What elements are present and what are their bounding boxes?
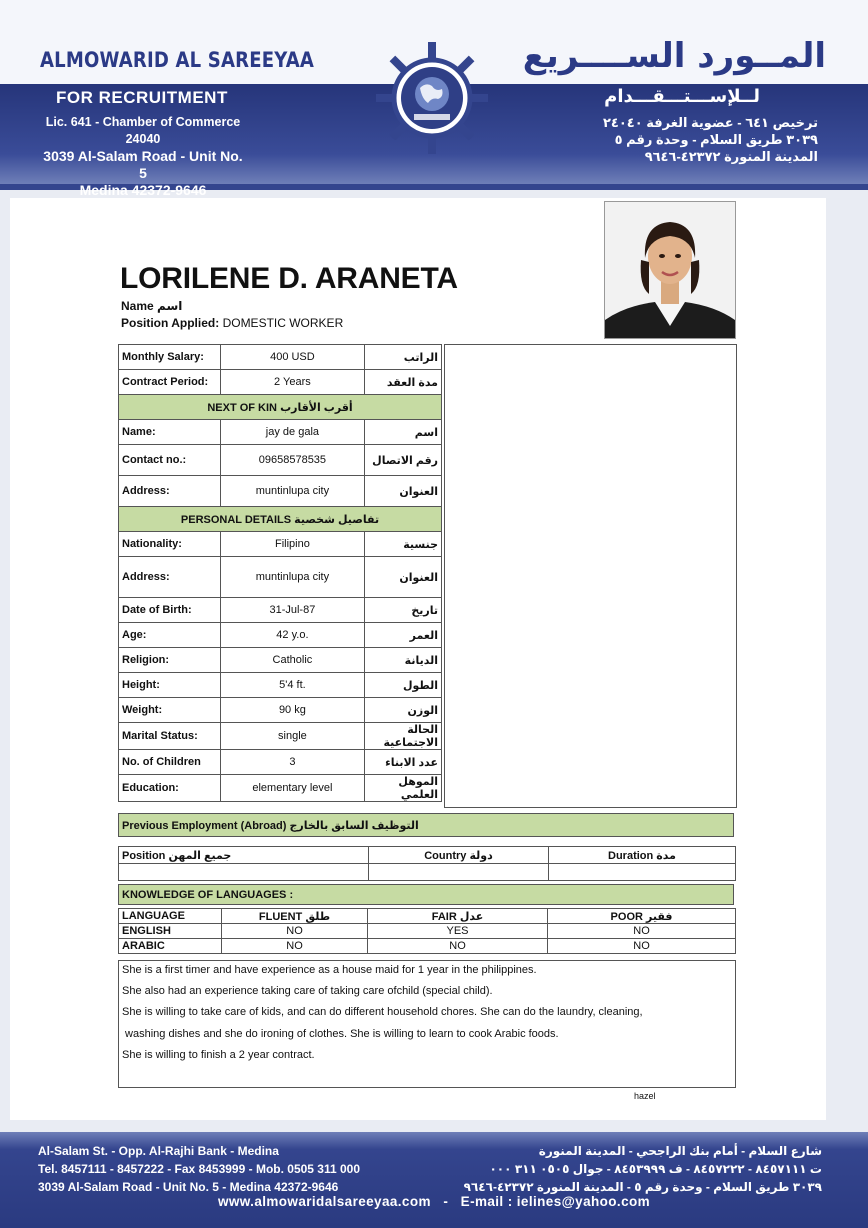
marital-status-label: Marital Status: [119,723,221,750]
kin-address-label-ar: العنوان [365,476,442,507]
company-address-en [40,114,246,199]
empty-cell [119,864,369,881]
side-panel [444,344,737,808]
previous-employment-header: Previous Employment (Abroad) التوظيف السابق بالخارج [118,813,734,837]
weight-label-ar: الوزن [365,698,442,723]
company-name-ar: المــورد الســــريع [522,36,826,76]
footer-street-ar: شارع السلام - أمام بنك الراجحي - المدينة المنورة [538,1144,822,1158]
contract-period-label-ar: مدة العقد [365,370,442,395]
position-value: DOMESTIC WORKER [222,316,344,330]
marital-status-value: single [220,723,364,750]
remark-line: washing dishes and she do ironing of clothes. She is willing to learn to cook Arabic foods. [122,1027,559,1040]
education-value: elementary level [220,775,364,802]
fluent-value: NO [222,924,368,939]
footer-road-ar: ٣٠٣٩ طريق السلام - وحدة رقم ٥ - المدينة المنورة ٤٢٣٧٢-٩٦٤٦ [463,1180,822,1194]
nationality-value: Filipino [220,532,364,557]
personal-address-label: Address: [119,557,221,598]
road-line: 3039 Al-Salam Road - Unit No. 5 [43,148,243,181]
city-line-ar: المدينة المنورة ٤٢٣٧٢-٩٦٤٦ [644,149,818,164]
company-logo-icon [376,42,488,154]
children-label: No. of Children [119,750,221,775]
languages-header: KNOWLEDGE OF LANGUAGES : [118,884,734,905]
footer-address-en [38,1142,360,1196]
language-name: ENGLISH [119,924,222,939]
kin-contact-value: 09658578535 [220,445,364,476]
section-header-row [119,507,442,532]
nationality-label: Nationality: [119,532,221,557]
remark-line: She is a first timer and have experience as a house maid for 1 year in the philippines. [122,964,537,976]
position-label: Position Applied: [121,316,220,330]
remarks-box [118,960,736,1088]
city-line: Medina 42372-9646 [79,182,207,198]
language-column-header: LANGUAGE [119,909,222,924]
name-label-ar: اسم [157,299,183,313]
license-line-ar: ترخيص ٦٤١ - عضوية الغرفة ٢٤٠٤٠ [602,115,818,130]
table-row [119,345,442,370]
name-label [121,299,182,313]
height-value: 5'4 ft. [220,673,364,698]
dob-label: Date of Birth: [119,598,221,623]
fluent-column-header: FLUENT طلق [222,909,368,924]
weight-label: Weight: [119,698,221,723]
personal-address-value: muntinlupa city [220,557,364,598]
company-subtitle-en: FOR RECRUITMENT [56,88,228,107]
footer-phones-ar: ت ٨٤٥٧١١١ - ٨٤٥٧٢٢٢ - ف ٨٤٥٣٩٩٩ - جوال ٠٥٠٥ ٣١١ ٠٠٠ [489,1162,822,1176]
table-row [119,723,442,750]
footer-web-email: www.almowaridalsareeyaa.com - E-mail : ielines@yahoo.com [217,1194,651,1209]
poor-value: NO [548,924,736,939]
position-applied [121,316,343,330]
age-value: 42 y.o. [220,623,364,648]
languages-table [118,908,736,954]
section-header-row [119,395,442,420]
table-row [119,623,442,648]
age-label-ar: العمر [365,623,442,648]
fair-value: YES [368,924,548,939]
table-row [119,673,442,698]
height-label-ar: الطول [365,673,442,698]
nationality-label-ar: جنسية [365,532,442,557]
salary-label: Monthly Salary: [119,345,221,370]
poor-value: NO [548,939,736,954]
kin-name-label-ar: اسم [365,420,442,445]
table-row [119,370,442,395]
salary-label-ar: الراتب [365,345,442,370]
religion-label: Religion: [119,648,221,673]
table-row [119,557,442,598]
empty-cell [369,864,549,881]
fluent-value: NO [222,939,368,954]
age-label: Age: [119,623,221,648]
education-label-ar: الموهل العلمي [365,775,442,802]
footer-phones: Tel. 8457111 - 8457222 - Fax 8453999 - Mob. 0505 311 000 [38,1162,361,1176]
table-row [119,909,736,924]
next-of-kin-header: NEXT OF KIN أقرب الأقارب [119,395,442,420]
marital-status-label-ar: الحالة الاجتماعية [365,723,442,750]
salary-value: 400 USD [220,345,364,370]
table-row [119,420,442,445]
kin-address-value: muntinlupa city [220,476,364,507]
license-line: Lic. 641 - Chamber of Commerce 24040 [45,115,241,146]
education-label: Education: [119,775,221,802]
applicant-full-name: LORILENE D. ARANETA [120,262,458,295]
kin-address-label: Address: [119,476,221,507]
footer-address-ar [464,1142,822,1196]
contract-period-label: Contract Period: [119,370,221,395]
remark-line: She is willing to take care of kids, and can do different household chores. She can do the laundry, cleaning, [122,1006,643,1019]
poor-column-header: POOR فقير [548,909,736,924]
empty-cell [549,864,736,881]
kin-name-value: jay de gala [220,420,364,445]
footer-street: Al-Salam St. - Opp. Al-Rajhi Bank - Medina [38,1144,279,1158]
dob-value: 31-Jul-87 [220,598,364,623]
footer-road: 3039 Al-Salam Road - Unit No. 5 - Medina 42372-9646 [38,1180,339,1194]
signature-text: hazel [634,1091,656,1101]
weight-value: 90 kg [220,698,364,723]
name-label-en: Name [121,299,154,313]
dob-label-ar: تاريخ [365,598,442,623]
kin-name-label: Name: [119,420,221,445]
contract-period-value: 2 Years [220,370,364,395]
fair-value: NO [368,939,548,954]
children-label-ar: عدد الابناء [365,750,442,775]
personal-address-label-ar: العنوان [365,557,442,598]
religion-label-ar: الديانة [365,648,442,673]
applicant-portrait-icon [605,202,735,338]
kin-contact-label-ar: رقم الاتصال [365,445,442,476]
personal-details-header: PERSONAL DETAILS تفاصيل شخصية [119,507,442,532]
table-row [119,775,442,802]
children-value: 3 [220,750,364,775]
table-row [119,864,736,881]
table-row [119,532,442,557]
religion-value: Catholic [220,648,364,673]
country-column-header: Country دولة [369,847,549,864]
remark-line: She also had an experience taking care of taking care ofchild (special child). [122,985,493,998]
table-row [119,939,736,954]
position-column-header: Position جميع المهن [119,847,369,864]
table-row [119,476,442,507]
kin-contact-label: Contact no.: [119,445,221,476]
company-subtitle-ar: لــلإســـتـــقـــدام [604,86,760,106]
table-row [119,598,442,623]
previous-employment-table [118,846,736,881]
table-row [119,924,736,939]
table-row [119,648,442,673]
table-row [119,750,442,775]
applicant-details-table [118,344,442,802]
table-row [119,847,736,864]
company-address-ar [578,114,818,165]
fair-column-header: FAIR عدل [368,909,548,924]
duration-column-header: Duration مدة [549,847,736,864]
remark-line: She is willing to finish a 2 year contract. [122,1048,315,1061]
road-line-ar: ٣٠٣٩ طريق السلام - وحدة رقم ٥ [614,132,818,147]
table-row [119,698,442,723]
table-row [119,445,442,476]
company-name-en: ALMOWARID AL SAREEYAA [40,48,315,72]
height-label: Height: [119,673,221,698]
language-name: ARABIC [119,939,222,954]
applicant-photo [604,201,736,339]
